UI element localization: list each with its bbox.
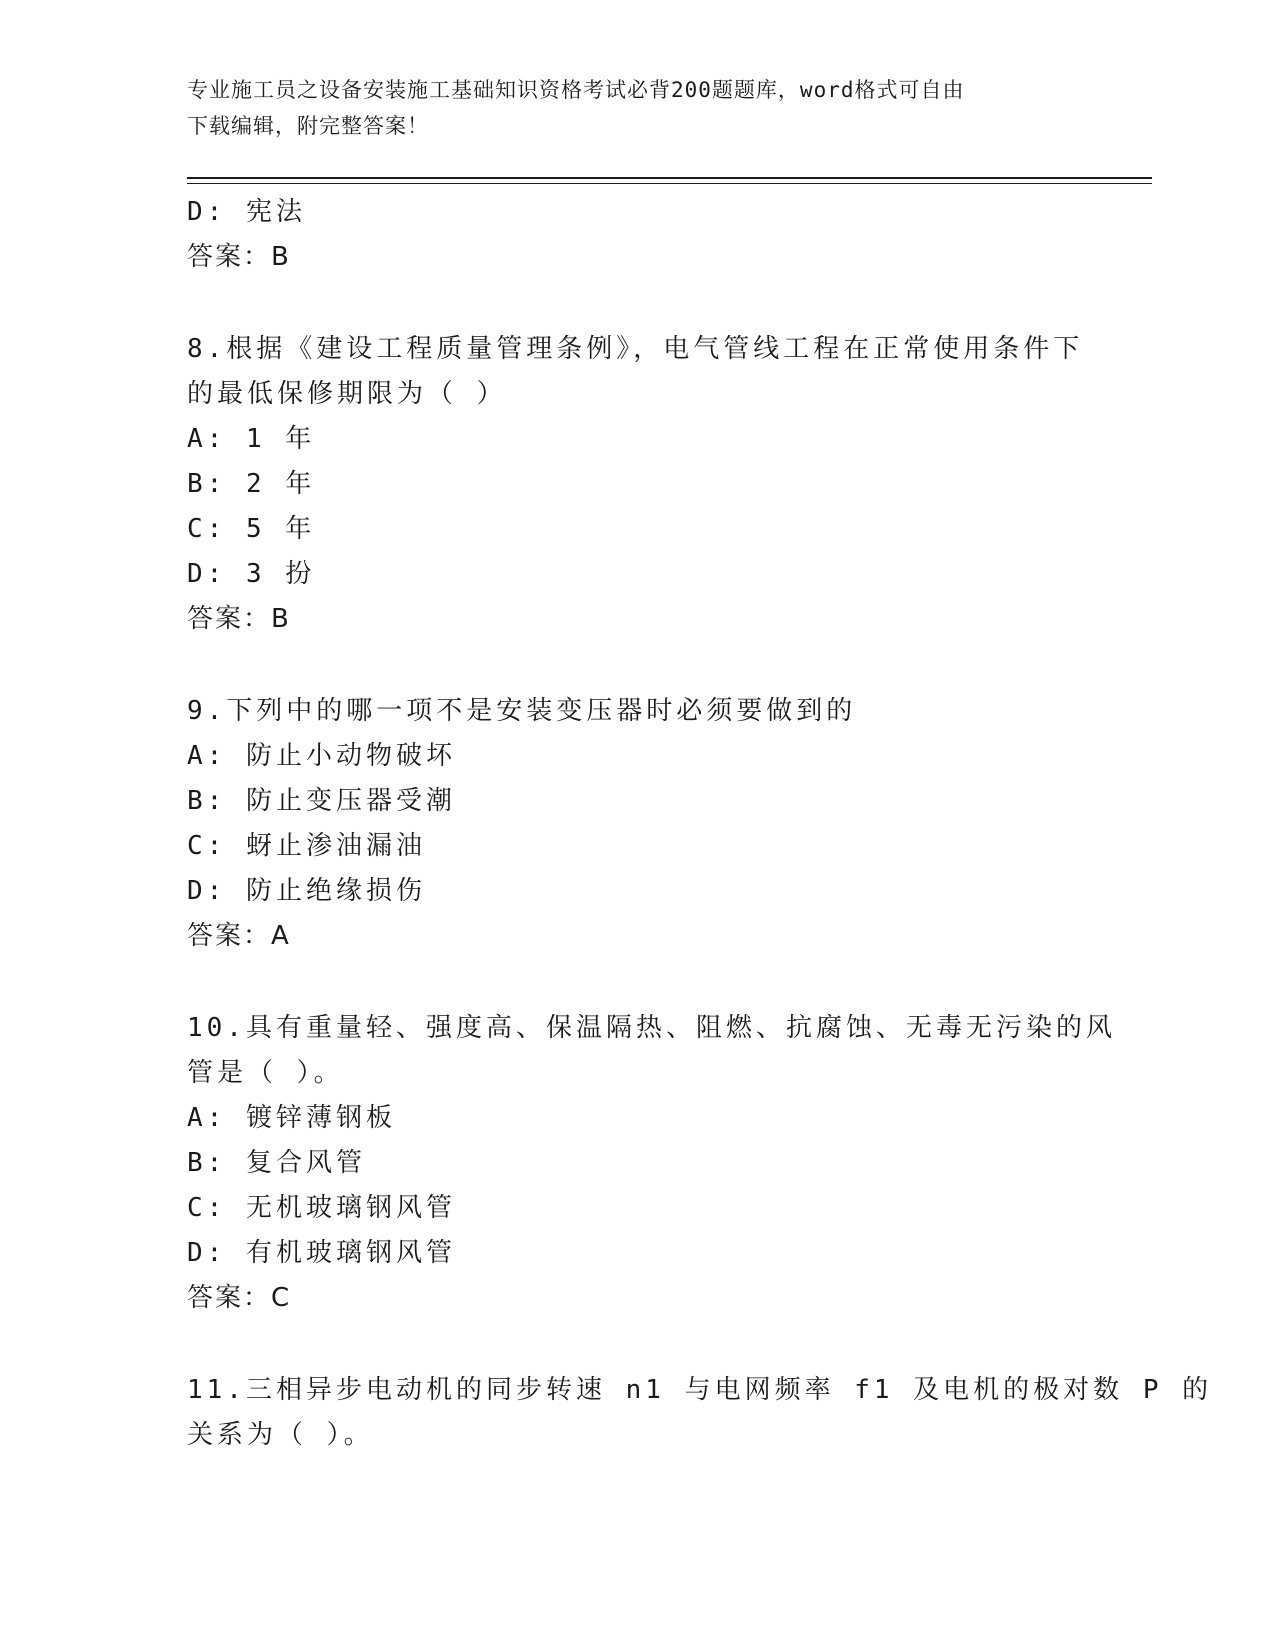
option-d: D: 3 扮 <box>187 559 316 589</box>
header-title-line-1: 专业施工员之设备安装施工基础知识资格考试必背200题题库，word格式可自由 <box>187 78 965 102</box>
question-stem-line-2: 管是（ ）。 <box>187 1058 344 1088</box>
option-c: C: 5 年 <box>187 514 316 544</box>
option-d: D: 有机玻璃钢风管 <box>187 1238 456 1268</box>
question-stem-line-2: 的最低保修期限为（ ） <box>187 379 507 409</box>
option-b: B: 复合风管 <box>187 1148 366 1178</box>
option-a: A: 1 年 <box>187 424 316 454</box>
prev-option-d: D: 宪法 <box>187 197 306 227</box>
answer: 答案：A <box>187 921 291 951</box>
question-stem-line-1: 11.三相异步电动机的同步转速 n1 与电网频率 f1 及电机的极对数 P 的 <box>187 1375 1213 1405</box>
document-body <box>187 190 1213 1458</box>
question-stem-line-1: 10.具有重量轻、强度高、保温隔热、阻燃、抗腐蚀、无毒无污染的风 <box>187 1013 1116 1043</box>
header-title-line-2: 下载编辑，附完整答案！ <box>187 114 429 138</box>
answer: 答案：B <box>187 604 291 634</box>
option-b: B: 防止变压器受潮 <box>187 786 456 816</box>
question-stem-line-1: 8.根据《建设工程质量管理条例》，电气管线工程在正常使用条件下 <box>187 334 1084 364</box>
option-a: A: 防止小动物破坏 <box>187 741 456 771</box>
question-stem-line-2: 关系为（ ）。 <box>187 1420 374 1450</box>
header-rule-thin <box>187 183 1152 184</box>
question-stem-line-1: 9.下列中的哪一项不是安装变压器时必须要做到的 <box>187 696 857 726</box>
prev-answer: 答案：B <box>187 242 291 272</box>
answer: 答案：C <box>187 1283 292 1313</box>
question-8 <box>187 327 1087 642</box>
option-c: C: 无机玻璃钢风管 <box>187 1193 456 1223</box>
header-rule-thick <box>187 177 1152 179</box>
document-header <box>187 72 1067 144</box>
question-11 <box>187 1368 1213 1458</box>
question-10 <box>187 1006 1116 1321</box>
option-c: C: 蚜止渗油漏油 <box>187 831 426 861</box>
option-d: D: 防止绝缘损伤 <box>187 876 426 906</box>
option-b: B: 2 年 <box>187 469 316 499</box>
question-9 <box>187 689 1087 959</box>
option-a: A: 镀锌薄钢板 <box>187 1103 396 1133</box>
